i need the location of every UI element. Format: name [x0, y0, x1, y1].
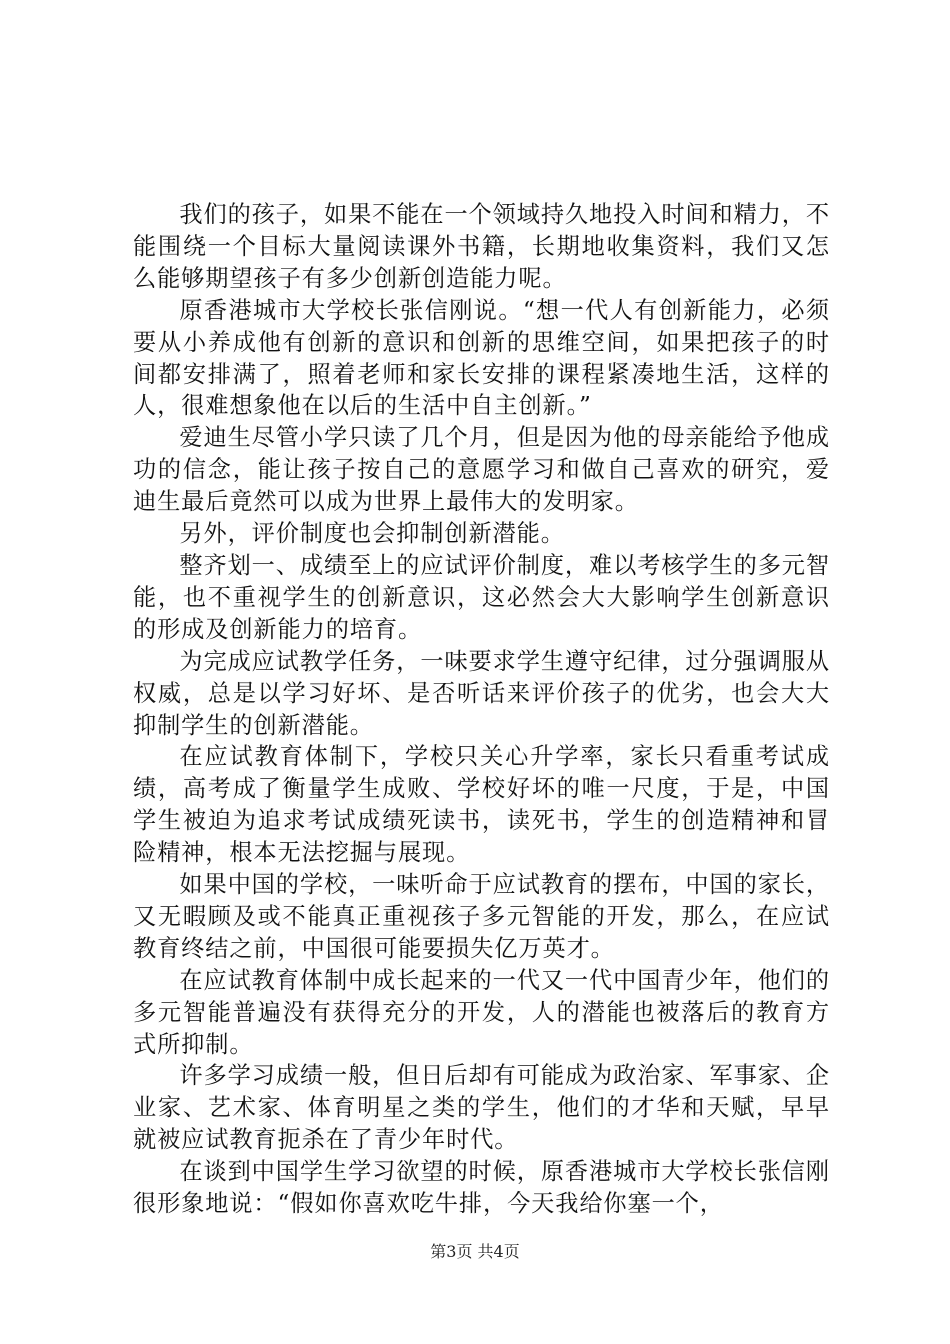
paragraph: 如果中国的学校，一味听命于应试教育的摆布，中国的家长，又无暇顾及或不能真正重视孩子多元智能的开发，那么，在应试教育终结之前，中国很可能要损失亿万英才。 [133, 871, 830, 962]
document-body [133, 199, 830, 1220]
paragraph: 爱迪生尽管小学只读了几个月，但是因为他的母亲能给予他成功的信念，能让孩子按自己的意愿学习和做自己喜欢的研究，爱迪生最后竟然可以成为世界上最伟大的发明家。 [133, 424, 830, 516]
paragraph: 许多学习成绩一般，但日后却有可能成为政治家、军事家、企业家、艺术家、体育明星之类的学生，他们的才华和天赋，早早就被应试教育扼杀在了青少年时代。 [133, 1062, 830, 1154]
paragraph: 我们的孩子，如果不能在一个领域持久地投入时间和精力，不能围绕一个目标大量阅读课外书籍，长期地收集资料，我们又怎么能够期望孩子有多少创新创造能力呢。 [133, 201, 830, 292]
paragraph: 在应试教育体制下，学校只关心升学率，家长只看重考试成绩，高考成了衡量学生成败、学校好坏的唯一尺度，于是，中国学生被迫为追求考试成绩死读书，读死书，学生的创造精神和冒险精神，根本无法挖掘与展现。 [133, 743, 830, 867]
paragraph: 原香港城市大学校长张信刚说。“想一代人有创新能力，必须要从小养成他有创新的意识和创新的思维空间，如果把孩子的时间都安排满了，照着老师和家长安排的课程紧凑地生活，这样的人，很难想象他在以后的生活中自主创新。” [133, 296, 830, 420]
paragraph: 在谈到中国学生学习欲望的时候，原香港城市大学校长张信刚很形象地说：“假如你喜欢吃牛排，今天我给你塞一个， [133, 1158, 830, 1218]
paragraph: 在应试教育体制中成长起来的一代又一代中国青少年，他们的多元智能普遍没有获得充分的开发，人的潜能也被落后的教育方式所抑制。 [133, 966, 830, 1058]
paragraph: 整齐划一、成绩至上的应试评价制度，难以考核学生的多元智能，也不重视学生的创新意识，这必然会大大影响学生创新意识的形成及创新能力的培育。 [133, 551, 830, 643]
page-number-footer: 第3页 共4页 [430, 1242, 520, 1261]
paragraph: 另外，评价制度也会抑制创新潜能。 [179, 520, 565, 548]
paragraph: 为完成应试教学任务，一味要求学生遵守纪律，过分强调服从权威，总是以学习好坏、是否听话来评价孩子的优劣，也会大大抑制学生的创新潜能。 [133, 647, 830, 739]
